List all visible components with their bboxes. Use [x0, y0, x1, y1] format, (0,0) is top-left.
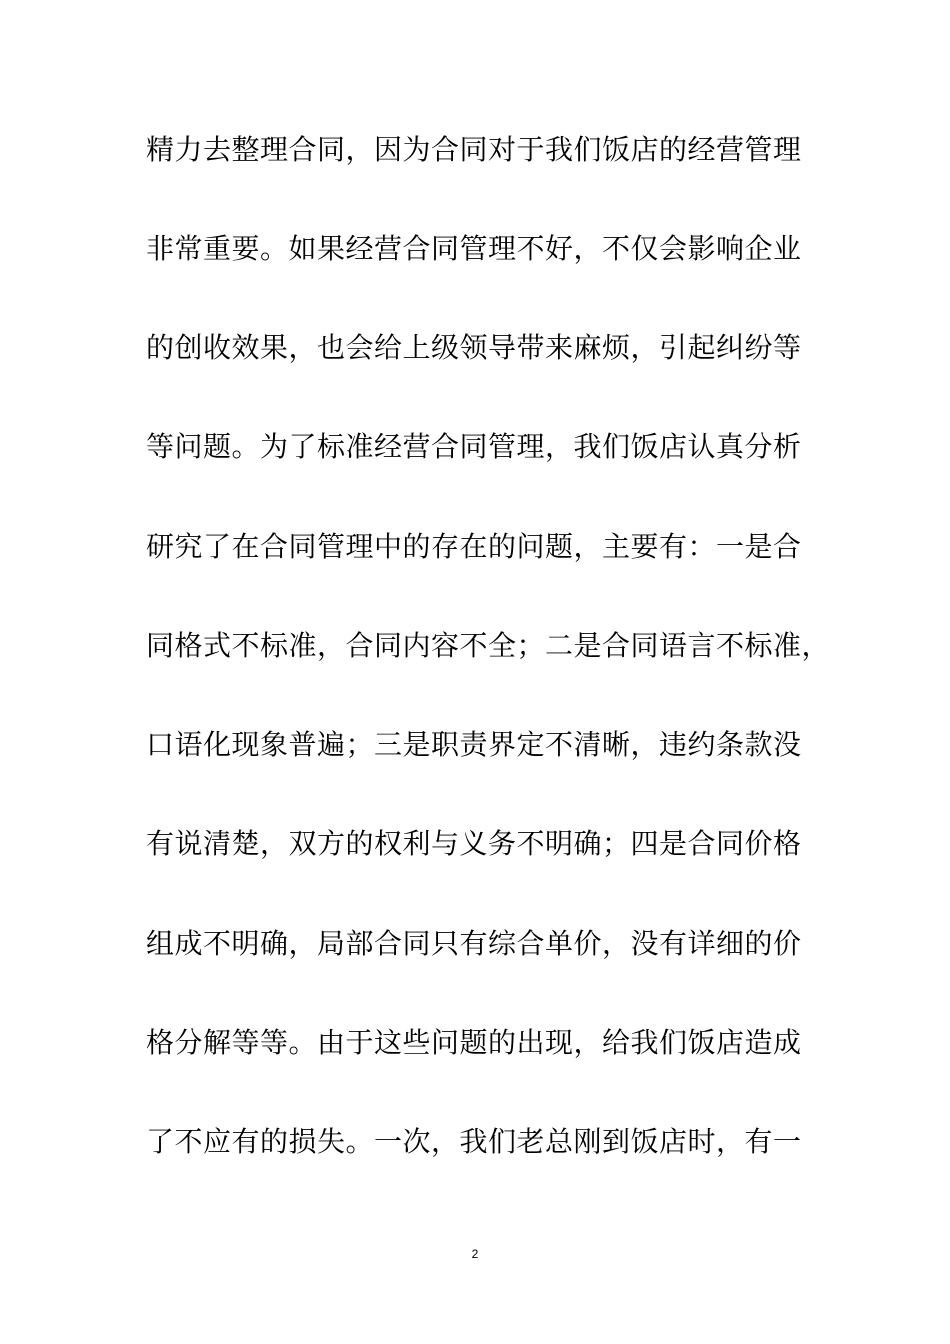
body-text-line: 格分解等等。由于这些问题的出现，给我们饭店造成 — [146, 1026, 802, 1059]
body-text-line: 组成不明确，局部合同只有综合单价，没有详细的价 — [146, 927, 802, 960]
body-text-line: 同格式不标准，合同内容不全；二是合同语言不标准， — [146, 629, 831, 662]
body-text-line: 的创收效果，也会给上级领导带来麻烦，引起纠纷等 — [146, 331, 802, 364]
page-number: 2 — [471, 1247, 479, 1261]
body-text-line: 非常重要。如果经营合同管理不好，不仅会影响企业 — [146, 232, 802, 265]
body-text-line: 等问题。为了标准经营合同管理，我们饭店认真分析 — [146, 430, 802, 463]
body-text-line: 精力去整理合同，因为合同对于我们饭店的经营管理 — [146, 133, 802, 166]
body-text-line: 研究了在合同管理中的存在的问题，主要有：一是合 — [146, 530, 802, 563]
body-text-line: 口语化现象普遍；三是职责界定不清晰，违约条款没 — [146, 728, 802, 761]
body-text-line: 有说清楚，双方的权利与义务不明确；四是合同价格 — [146, 827, 802, 860]
body-text-line: 了不应有的损失。一次，我们老总刚到饭店时，有一 — [146, 1125, 802, 1158]
